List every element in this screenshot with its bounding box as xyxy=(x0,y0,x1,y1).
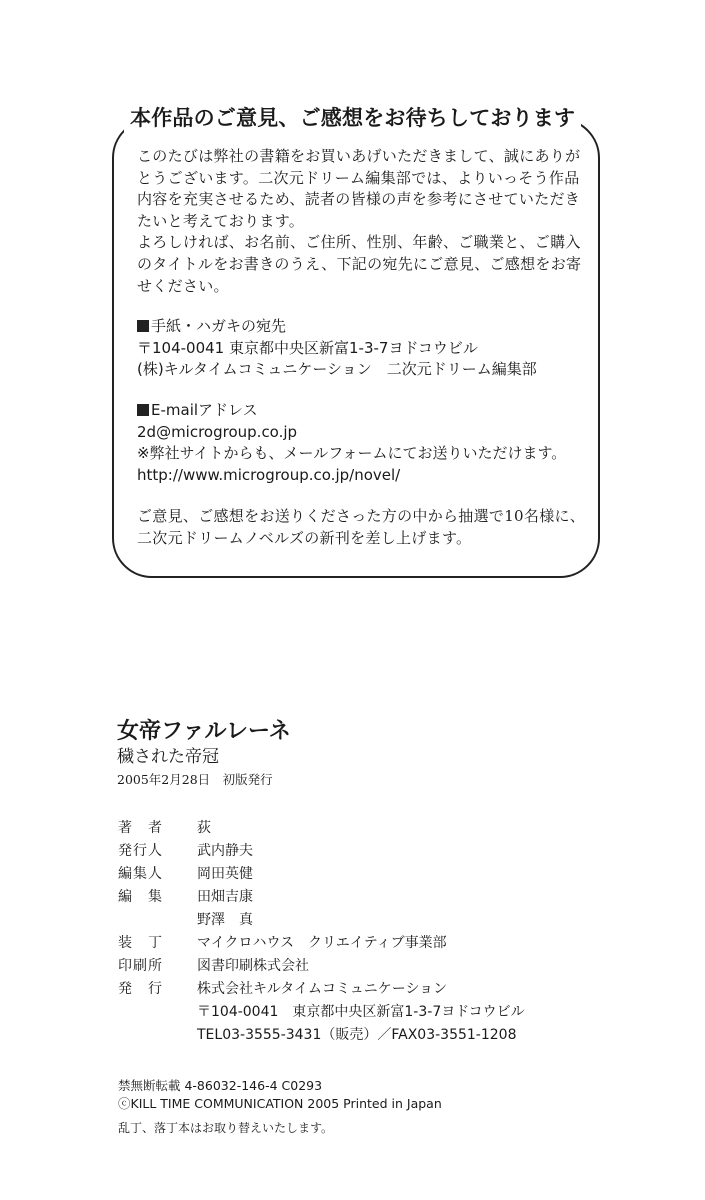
prize-line: 二次元ドリームノベルズの新刊を差し上げます。 xyxy=(137,528,472,547)
credit-label: 編 集 xyxy=(118,889,163,905)
credit-value: 荻 xyxy=(197,820,211,836)
credit-label: 印刷所 xyxy=(118,958,163,974)
bullet-square-icon xyxy=(137,320,149,332)
credit-label: 発行人 xyxy=(118,843,163,859)
credit-value: 株式会社キルタイムコミュニケーション xyxy=(197,981,448,997)
feedback-intro xyxy=(137,146,581,297)
credit-row xyxy=(118,817,525,840)
email-note: ※弊社サイトからも、メールフォームにてお送りいただけます。 xyxy=(137,444,567,463)
intro-line: とうございます。二次元ドリーム編集部では、よりいっそう作品 xyxy=(137,168,580,187)
credit-label xyxy=(118,1001,197,1024)
credit-value: 武内静夫 xyxy=(197,843,253,859)
credit-row xyxy=(118,863,525,886)
credit-label xyxy=(118,909,197,932)
credit-row xyxy=(118,909,525,932)
feedback-title: 本作品のご意見、ご感想をお待ちしております xyxy=(124,104,581,132)
prize-line: ご意見、ご感想をお送りくださった方の中から抽選で10名様に、 xyxy=(137,507,586,525)
replacement-note: 乱丁、落丁本はお取り替えいたします。 xyxy=(118,1121,334,1135)
publication-date: 2005年2月28日 初版発行 xyxy=(117,772,273,787)
copyright-line: ⓒKILL TIME COMMUNICATION 2005 Printed in Japan xyxy=(118,1096,442,1111)
credit-row xyxy=(118,1024,525,1047)
intro-line: せください。 xyxy=(137,276,229,295)
credit-label: 編集人 xyxy=(118,866,163,882)
credit-value: TEL03-3555-3431（販売）／FAX03-3551-1208 xyxy=(197,1027,517,1043)
mail-line: (株)キルタイムコミュニケーション 二次元ドリーム編集部 xyxy=(137,360,537,379)
book-title: 女帝ファルレーネ xyxy=(117,719,291,744)
bullet-square-icon xyxy=(137,404,149,416)
credit-label: 装 丁 xyxy=(118,935,163,951)
mail-heading: 手紙・ハガキの宛先 xyxy=(151,317,287,335)
credit-row xyxy=(118,978,525,1001)
mail-address-section xyxy=(137,316,537,381)
credit-row xyxy=(118,886,525,909)
intro-line: このたびは弊社の書籍をお買いあげいただきまして、誠にありが xyxy=(137,147,581,165)
intro-line: たいと考えております。 xyxy=(137,211,305,230)
mail-line: 〒104-0041 東京都中央区新富1-3-7ヨドコウビル xyxy=(137,338,478,357)
credit-label: 発 行 xyxy=(118,981,163,997)
credit-row xyxy=(118,955,525,978)
credit-row xyxy=(118,1001,525,1024)
credit-row xyxy=(118,840,525,863)
credit-value: 岡田英健 xyxy=(197,866,253,882)
email-section xyxy=(137,400,566,486)
intro-line: 内容を充実させるため、読者の皆様の声を参考にさせていただき xyxy=(137,190,581,209)
book-subtitle: 穢された帝冠 xyxy=(117,747,219,767)
credit-label: 著 者 xyxy=(118,820,163,836)
credit-value: マイクロハウス クリエイティブ事業部 xyxy=(197,935,447,951)
credits-list xyxy=(118,817,525,1047)
intro-line: のタイトルをお書きのうえ、下記の宛先にご意見、ご感想をお寄 xyxy=(137,254,582,273)
credit-value: 〒104-0041 東京都中央区新富1-3-7ヨドコウビル xyxy=(197,1004,525,1020)
credit-value: 野澤 真 xyxy=(197,912,253,928)
isbn-line: 禁無断転載 4-86032-146-4 C0293 xyxy=(118,1078,323,1093)
intro-line: よろしければ、お名前、ご住所、性別、年齢、ご職業と、ご購入 xyxy=(137,233,581,252)
prize-note xyxy=(137,506,585,549)
credit-row xyxy=(118,932,525,955)
credit-value: 田畑吉康 xyxy=(197,889,253,905)
website-url: http://www.microgroup.co.jp/novel/ xyxy=(137,465,401,484)
credit-label xyxy=(118,1024,197,1047)
credit-value: 図書印刷株式会社 xyxy=(197,958,309,974)
email-heading: E-mailアドレス xyxy=(151,401,258,419)
email-address: 2d@microgroup.co.jp xyxy=(137,422,298,441)
